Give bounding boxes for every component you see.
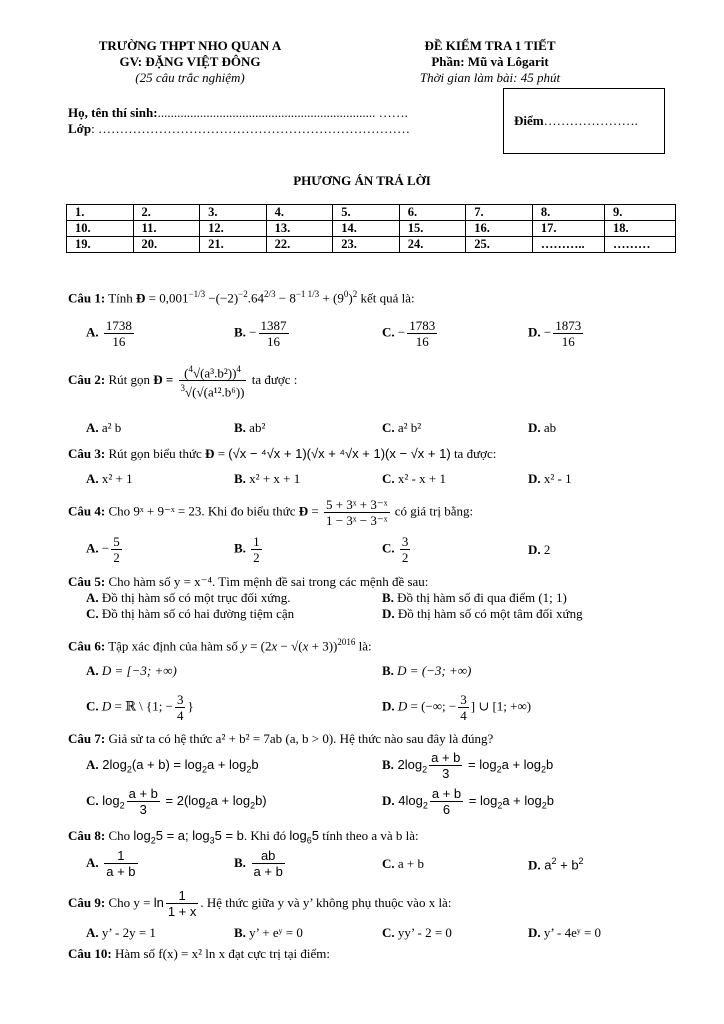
answer-cell[interactable]: 6. [399, 205, 466, 221]
answer-cell[interactable]: 23. [333, 237, 400, 253]
q1-option-d[interactable]: D. − $\frac{1873}{16}$ [528, 318, 582, 349]
question-3: Câu 3: Rút gọn biểu thức Đ = (√x − ⁴√x + 1)(√x + ⁴√x + 1)(x − √x + 1) ta được: [68, 446, 497, 461]
q6-option-c[interactable]: C. D = ℝ \ {1; − $\frac{3}{4}$ } [86, 692, 194, 723]
answer-cell[interactable]: 5. [333, 205, 400, 221]
q1-option-a[interactable]: A. $\frac{1738}{16}$ [86, 318, 132, 349]
answer-title: PHƯƠNG ÁN TRẢ LỜI [293, 173, 431, 188]
q2-tail: ta được : [251, 371, 298, 387]
q9-option-c[interactable]: C. yy’ - 2 = 0 [382, 925, 452, 940]
question-4: Câu 4: Cho 9ˣ + 9⁻ˣ = 23. Khi đo biểu thức Đ = $\frac{\text{5 + 3ˣ + 3⁻ˣ}}{\text{1 − 3ˣ − 3⁻ˣ}}$ có giá trị bằng: [68, 497, 474, 528]
answer-cell[interactable]: 24. [399, 237, 466, 253]
q5-option-d[interactable]: D. Đồ thị hàm số có một tâm đối xứng [382, 606, 583, 621]
answer-cell[interactable]: 22. [266, 237, 333, 253]
answer-table [66, 204, 676, 253]
q2-option-c[interactable]: C. a² b² [382, 420, 422, 435]
answer-cell[interactable]: 10. [67, 221, 134, 237]
q5-option-b[interactable]: B. Đồ thị hàm số đi qua điểm (1; 1) [382, 590, 567, 605]
question-7: Câu 7: Giả sử ta có hệ thức a² + b² = 7ab (a, b > 0). Hệ thức nào sau đây là đúng? [68, 731, 494, 746]
question-6: Câu 6: Tập xác định của hàm số $y = (2x - √(x + 3))^{2016}$ là: [68, 637, 372, 654]
class-line[interactable] [68, 121, 410, 137]
answer-cell[interactable]: 8. [532, 205, 604, 221]
teacher-name: GV: ĐẶNG VIỆT ĐÔNG [119, 54, 261, 69]
answer-cell[interactable]: 15. [399, 221, 466, 237]
q8-option-c[interactable]: C. a + b [382, 856, 424, 871]
q1-text: Tính [108, 290, 133, 306]
q4-option-a[interactable]: A. − $\frac{5}{2}$ [86, 534, 120, 565]
q1-option-c[interactable]: C. − $\frac{1783}{16}$ [382, 318, 436, 349]
answer-cell[interactable]: 25. [466, 237, 533, 253]
score-dots: …………………. [543, 113, 638, 128]
q4-option-b[interactable]: B. $\frac{1}{2}$ [234, 534, 260, 565]
answer-cell[interactable]: 12. [200, 221, 267, 237]
class-label: Lớp [68, 121, 92, 136]
q2-text: Rút gọn [108, 371, 150, 387]
answer-cell[interactable]: 16. [466, 221, 533, 237]
q6-option-d[interactable]: D. D = (−∞; − $\frac{3}{4}$ ] ∪ [1; +∞) [382, 692, 532, 723]
answer-cell[interactable]: 11. [133, 221, 200, 237]
question-count: (25 câu trắc nghiệm) [135, 70, 245, 85]
q5-option-c[interactable]: C. Đồ thị hàm số có hai đường tiệm cận [86, 606, 295, 621]
q1-option-b[interactable]: B. − $\frac{1387}{16}$ [234, 318, 287, 349]
q8-option-d[interactable]: D. $a^2 + b^2$ [528, 856, 584, 873]
q3-option-b[interactable]: B. x² + x + 1 [234, 471, 301, 486]
question-2: Câu 2: Rút gọn Đ = $\frac{(^4√(a^3.b^2))^4}{^3√(√(a^{12}.b^6))}$ ta được : [68, 364, 298, 400]
q7-option-a[interactable]: A. $2\log_2(a + b) = \log_2a + \log_2b$ [86, 757, 259, 775]
q2-option-b[interactable]: B. ab² [234, 420, 266, 435]
q1-label: Câu 1: [68, 290, 106, 306]
answer-cell[interactable]: 13. [266, 221, 333, 237]
answer-cell[interactable]: 7. [466, 205, 533, 221]
student-name-label: Họ, tên thí sinh: [68, 105, 158, 120]
question-9: Câu 9: Cho y = ln $\frac{1}{1 + x}$ . Hệ thức giữa y và y’ không phụ thuộc vào x là: [68, 888, 452, 919]
class-dots: : ……………………………………………………………… [91, 121, 410, 136]
score-label: Điểm [514, 113, 544, 128]
table-row [67, 221, 676, 237]
answer-cell[interactable]: 1. [67, 205, 134, 221]
question-5: Câu 5: Cho hàm số y = x⁻⁴. Tìm mệnh đề sai trong các mệnh đề sau: [68, 574, 429, 589]
answer-cell[interactable]: 21. [200, 237, 267, 253]
question-8: Câu 8: Cho $\log_25 = a$; $\log_35 = b$. Khi đó $\log_65$ tính theo a và b là: [68, 828, 419, 846]
answer-cell[interactable]: 20. [133, 237, 200, 253]
q3-option-d[interactable]: D. x² - 1 [528, 471, 572, 486]
q7-option-d[interactable]: D. $4\log_2$ $\frac{a + b}{6}$ = $\log_2a + \log_2b$ [382, 786, 554, 817]
q2-option-d[interactable]: D. ab [528, 420, 557, 435]
answer-cell[interactable]: 18. [604, 221, 675, 237]
q9-option-d[interactable]: D. y’ - 4eʸ = 0 [528, 925, 602, 940]
answer-cell[interactable]: 9. [604, 205, 675, 221]
answer-cell[interactable]: 2. [133, 205, 200, 221]
q9-option-a[interactable]: A. y’ - 2y = 1 [86, 925, 156, 940]
exam-time: Thời gian làm bài: 45 phút [419, 70, 561, 85]
question-10: Câu 10: Hàm số f(x) = x² ln x đạt cực trị tại điểm: [68, 946, 330, 961]
exam-title: ĐỀ KIỂM TRA 1 TIẾT [424, 38, 556, 53]
q3-option-a[interactable]: A. x² + 1 [86, 471, 133, 486]
answer-cell[interactable]: 14. [333, 221, 400, 237]
exam-part: Phần: Mũ và Lôgarit [431, 54, 549, 69]
q7-option-b[interactable]: B. $2\log_2$ $\frac{a + b}{3}$ = $\log_2a + \log_2b$ [382, 750, 554, 781]
q1-tail: kết quả là: [360, 290, 415, 306]
school-name: TRƯỜNG THPT NHO QUAN A [98, 38, 282, 53]
answer-cell[interactable]: 19. [67, 237, 134, 253]
student-name-line[interactable] [68, 105, 408, 121]
q6-option-a[interactable]: A. D = [−3; +∞) [86, 663, 177, 678]
q2-option-a[interactable]: A. a² b [86, 420, 122, 435]
q7-option-c[interactable]: C. $\log_2$ $\frac{a + b}{3}$ = $2(\log_2a + \log_2b)$ [86, 786, 267, 817]
question-1: Câu 1: Tính Đ = $0,001^{-1/3} -(-2)^{-2}.64^{2/3} - 8^{-1 1/3} + (9^0)^2$ kết quả là: [68, 289, 415, 306]
q9-option-b[interactable]: B. y’ + eʸ = 0 [234, 925, 303, 940]
table-row [67, 237, 676, 253]
q8-option-a[interactable]: A. $\frac{1}{a + b}$ [86, 848, 136, 879]
student-name-dots: ................................................................... ……. [157, 105, 408, 120]
q4-option-c[interactable]: C. $\frac{3}{2}$ [382, 534, 409, 565]
q6-option-b[interactable]: B. D = (−3; +∞) [382, 663, 472, 678]
q8-option-b[interactable]: B. $\frac{ab}{a + b}$ [234, 848, 283, 879]
answer-cell[interactable]: 3. [200, 205, 267, 221]
answer-cell[interactable]: ……… [604, 237, 675, 253]
answer-cell[interactable]: 17. [532, 221, 604, 237]
answer-cell[interactable]: 4. [266, 205, 333, 221]
q2-label: Câu 2: [68, 371, 106, 387]
table-row [67, 205, 676, 221]
score-box[interactable] [503, 88, 665, 154]
q5-option-a[interactable]: A. Đồ thị hàm số có một trục đối xứng. [86, 590, 291, 605]
answer-cell[interactable]: ……….. [532, 237, 604, 253]
q3-option-c[interactable]: C. x² - x + 1 [382, 471, 446, 486]
q4-option-d[interactable]: D. 2 [528, 542, 551, 557]
